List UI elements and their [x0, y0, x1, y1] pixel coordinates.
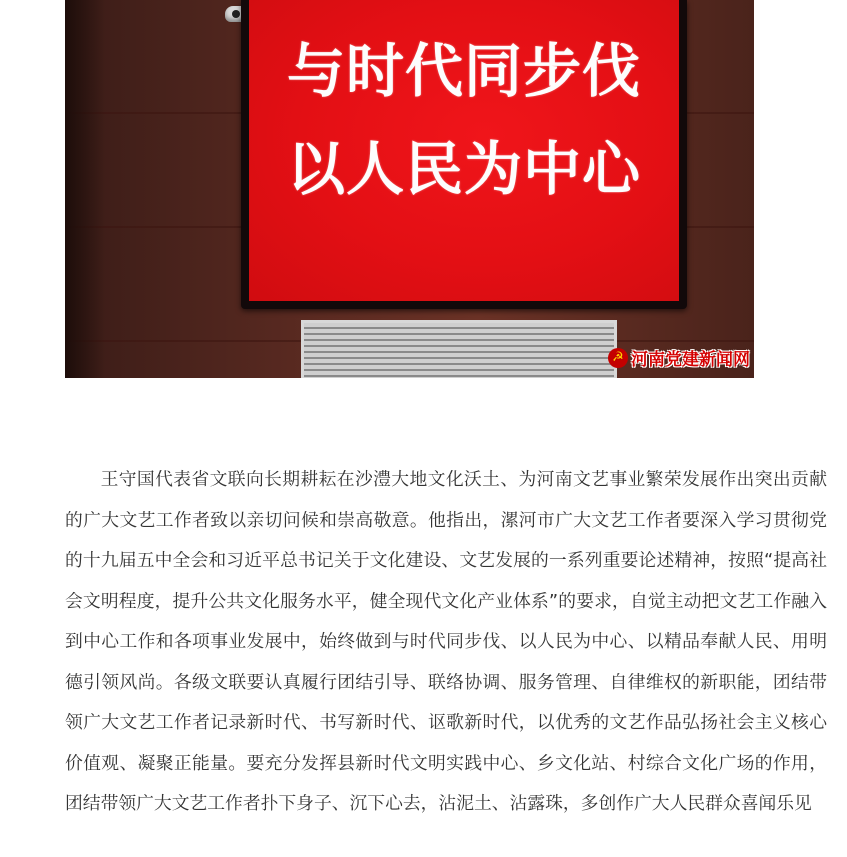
article-photo [65, 0, 754, 378]
article-paragraph: 王守国代表省文联向长期耕耘在沙澧大地文化沃土、为河南文艺事业繁荣发展作出突出贡献的广大文艺工作者致以亲切问候和崇高敬意。他指出，漯河市广大文艺工作者要深入学习贯彻党的十九届五中全会和习近平总书记关于文化建设、文艺发展的一系列重要论述精神，按照“提高社会文明程度，提升公共文化服务水平，健全现代文化产业体系”的要求，自觉主动把文艺工作融入到中心工作和各项事业发展中，始终做到与时代同步伐、以人民为中心、以精品奉献人民、用明德引领风尚。各级文联要认真履行团结引导、联络协调、服务管理、自律维权的新职能，团结带领广大文艺工作者记录新时代、书写新时代、讴歌新时代，以优秀的文艺作品弘扬社会主义核心价值观、凝聚正能量。要充分发挥县新时代文明实践中心、乡文化站、村综合文化广场的作用，团结带领广大文艺工作者扑下身子、沉下心去，沾泥土、沾露珠，多创作广大人民群众喜闻乐见 [65, 469, 827, 814]
photo-shadow [65, 0, 105, 378]
screen-slogan-line2: 以人民为中心 [286, 135, 641, 203]
watermark-text: 河南党建新闻网 [631, 350, 750, 370]
led-screen-display [249, 0, 679, 301]
site-watermark [608, 345, 750, 370]
party-emblem-icon: ☭ [608, 348, 628, 368]
air-vent [301, 320, 617, 378]
screen-slogan-line1: 与时代同步伐 [286, 37, 641, 105]
led-screen [241, 0, 687, 309]
article-body [65, 460, 827, 825]
